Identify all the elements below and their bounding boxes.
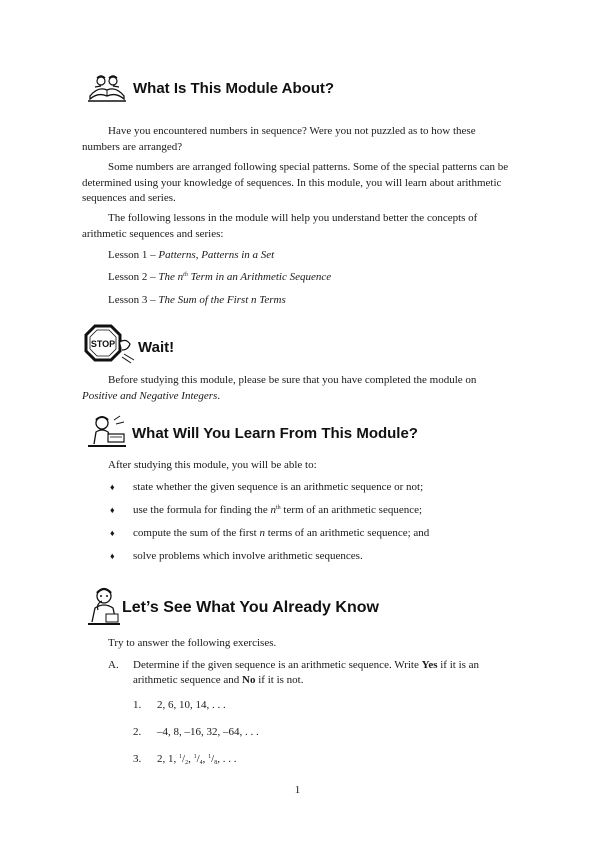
section-heading-know: Let’s See What You Already Know <box>122 599 379 616</box>
about-paragraph-2: Some numbers are arranged following special patterns. Some of the special patterns can be determined using your knowledge of sequences. In this module, you will learn about arithmetic sequences and series. <box>82 161 509 204</box>
lesson-1: Lesson 1 – Patterns, Patterns in a Set <box>108 249 275 261</box>
know-intro: Try to answer the following exercises. <box>108 637 277 649</box>
stop-sign-text: STOP <box>90 339 116 349</box>
reading-books-icon <box>86 74 128 104</box>
part-a-instruction-line-1: Determine if the given sequence is an arithmetic sequence. Write Yes if it is an <box>133 659 480 671</box>
exercise-item-3: 2, 1, $^1/_2$, $^1/_4$, $^1/_8$, . . . <box>157 753 237 766</box>
learn-bullet-2: use the formula for finding the $n^{th}$ term of an arithmetic sequence; <box>133 504 423 516</box>
about-paragraph-3: The following lessons in the module will help you understand better the concepts of arithmetic sequences and series: <box>82 212 478 240</box>
learn-intro: After studying this module, you will be able to: <box>108 459 317 471</box>
part-a-instruction-line-2: arithmetic sequence and No if it is not. <box>133 674 304 686</box>
bullet-diamond-icon: ♦ <box>110 505 115 515</box>
learn-bullet-3: compute the sum of the first n terms of an arithmetic sequence; and <box>133 527 430 539</box>
learn-bullet-1: state whether the given sequence is an arithmetic sequence or not; <box>133 481 424 493</box>
exercise-item-1: 2, 6, 10, 14, . . . <box>157 699 226 711</box>
exercise-number: 2. <box>133 726 142 738</box>
wait-paragraph: Before studying this module, please be sure that you have completed the module on Positive and Negative Integers. <box>82 374 477 402</box>
about-paragraph-1: Have you encountered numbers in sequence? Were you not puzzled as to how these numbers are arranged? <box>82 125 476 153</box>
section-heading-learn: What Will You Learn From This Module? <box>132 425 418 442</box>
section-heading-about: What Is This Module About? <box>133 80 335 97</box>
thinking-student-icon <box>86 586 122 628</box>
bullet-diamond-icon: ♦ <box>110 528 115 538</box>
student-at-desk-icon <box>86 414 128 450</box>
part-a-label: A. <box>108 659 119 671</box>
lesson-2: Lesson 2 – The $n^{th}$ Term in an Arithmetic Sequence <box>108 271 332 283</box>
exercise-number: 3. <box>133 753 142 765</box>
section-heading-wait: Wait! <box>138 339 175 356</box>
bullet-diamond-icon: ♦ <box>110 551 115 561</box>
exercise-item-2: –4, 8, –16, 32, –64, . . . <box>157 726 259 738</box>
learn-bullet-4: solve problems which involve arithmetic sequences. <box>133 550 363 562</box>
lesson-3: Lesson 3 – The Sum of the First n Terms <box>108 294 286 306</box>
bullet-diamond-icon: ♦ <box>110 482 115 492</box>
exercise-number: 1. <box>133 699 142 711</box>
stop-sign-icon <box>84 324 136 364</box>
page-number: 1 <box>294 784 301 796</box>
